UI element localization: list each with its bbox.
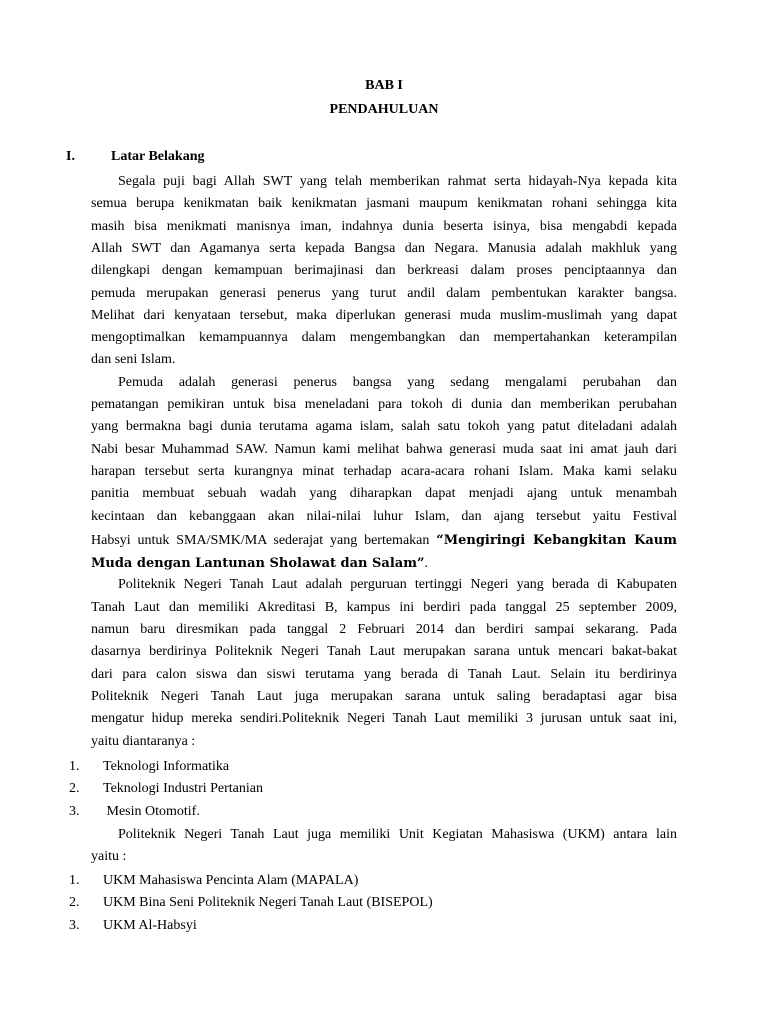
paragraph-line: semua berupa kenikmatan baik kenikmatan jasmani maupum kenikmatan rohani sehingga kita <box>91 196 677 211</box>
list-number: 1. <box>69 873 80 888</box>
paragraph-line: pematangan pemikiran untuk bisa meneladani para tokoh di dunia dan memberikan perubahan <box>91 397 677 412</box>
paragraph-line: yang bermakna bagi dunia terutama agama islam, salah satu tokoh yang patut diteladani adalah <box>91 419 677 434</box>
section-title: Latar Belakang <box>111 149 205 164</box>
list-item: UKM Bina Seni Politeknik Negeri Tanah Laut (BISEPOL) <box>103 895 433 910</box>
paragraph-line: Tanah Laut dan memiliki Akreditasi B, kampus ini berdiri pada tanggal 25 september 2009, <box>91 600 677 615</box>
list-number: 3. <box>69 918 80 933</box>
section-number: I. <box>66 149 75 164</box>
paragraph-line: harapan tersebut serta kurangnya minat terhadap acara-acara rohani Islam. Maka kami selaku <box>91 464 677 479</box>
chapter-label: BAB I <box>365 78 403 93</box>
paragraph-line: pemuda merupakan generasi penerus yang turut andil dalam pembentukan karakter bangsa. <box>91 286 677 301</box>
chapter-title: PENDAHULUAN <box>329 102 439 117</box>
paragraph-line: yaitu diantaranya : <box>91 734 196 749</box>
paragraph-line: kecintaan dan kebanggaan akan nilai-nilai luhur Islam, dan ajang tersebut yaitu Festival <box>91 509 677 524</box>
paragraph-line: Nabi besar Muhammad SAW. Namun kami melihat bahwa generasi muda saat ini amat jauh dari <box>91 442 677 457</box>
paragraph-line: Politeknik Negeri Tanah Laut adalah perguruan tertinggi Negeri yang berada di Kabupaten <box>118 577 677 592</box>
paragraph-text: Habsyi untuk SMA/SMK/MA sederajat yang bertemakan <box>91 533 430 548</box>
paragraph-line: yaitu : <box>91 849 127 864</box>
paragraph-line: dilengkapi dengan kemampuan berimajinasi dan berkreasi dalam proses penciptaannya dan <box>91 263 677 278</box>
paragraph-line: Pemuda adalah generasi penerus bangsa yang sedang mengalami perubahan dan <box>118 375 677 390</box>
event-theme: “Mengiringi Kebangkitan Kaum <box>436 533 678 548</box>
paragraph-line: panitia membuat sebuah wadah yang diharapkan dapat menjadi ajang untuk menambah <box>91 486 677 501</box>
paragraph-line: Melihat dari kenyataan tersebut, maka diperlukan generasi muda muslim-muslimah yang dapat <box>91 308 677 323</box>
paragraph-line: mengoptimalkan kemampuannya dalam mengembangkan dan mempertahankan keterampilan <box>91 330 677 345</box>
event-theme: Muda dengan Lantunan Sholawat dan Salam” <box>91 556 425 571</box>
list-number: 3. <box>69 804 80 819</box>
paragraph-line <box>91 533 677 549</box>
paragraph-line: Politeknik Negeri Tanah Laut juga memiliki Unit Kegiatan Mahasiswa (UKM) antara lain <box>118 827 677 842</box>
paragraph-line: Allah SWT dan Agamanya serta kepada Bangsa dan Negara. Manusia adalah makhluk yang <box>91 241 677 256</box>
list-number: 1. <box>69 759 80 774</box>
list-number: 2. <box>69 781 80 796</box>
list-item: Teknologi Industri Pertanian <box>103 781 263 796</box>
list-item: Teknologi Informatika <box>103 759 230 774</box>
paragraph-line <box>91 556 677 572</box>
list-item: UKM Mahasiswa Pencinta Alam (MAPALA) <box>103 873 359 888</box>
paragraph-line: masih bisa menikmati manisnya iman, indahnya dunia beserta isinya, bisa mengabdi kepada <box>91 219 677 234</box>
paragraph-line: Politeknik Negeri Tanah Laut juga merupakan sarana untuk saling beradaptasi agar bisa <box>91 689 677 704</box>
paragraph-line: namun baru diresmikan pada tanggal 2 Februari 2014 dan berdiri sampai sekarang. Pada <box>91 622 677 637</box>
list-item: Mesin Otomotif. <box>103 804 200 819</box>
paragraph-line: dasarnya berdirinya Politeknik Negeri Tanah Laut merupakan sarana untuk mencari bakat-bakat <box>91 644 677 659</box>
list-number: 2. <box>69 895 80 910</box>
paragraph-text: . <box>424 556 428 571</box>
paragraph-line: dari para calon siswa dan siswi terutama yang berada di Tanah Laut. Selain itu berdirinya <box>91 667 677 682</box>
list-item: UKM Al-Habsyi <box>103 918 197 933</box>
paragraph-line: dan seni Islam. <box>91 352 176 367</box>
paragraph-line: mengatur hidup mereka sendiri.Politeknik Negeri Tanah Laut memiliki 3 jurusan untuk saat ini, <box>91 711 677 726</box>
paragraph-line: Segala puji bagi Allah SWT yang telah memberikan rahmat serta hidayah-Nya kepada kita <box>118 174 677 189</box>
